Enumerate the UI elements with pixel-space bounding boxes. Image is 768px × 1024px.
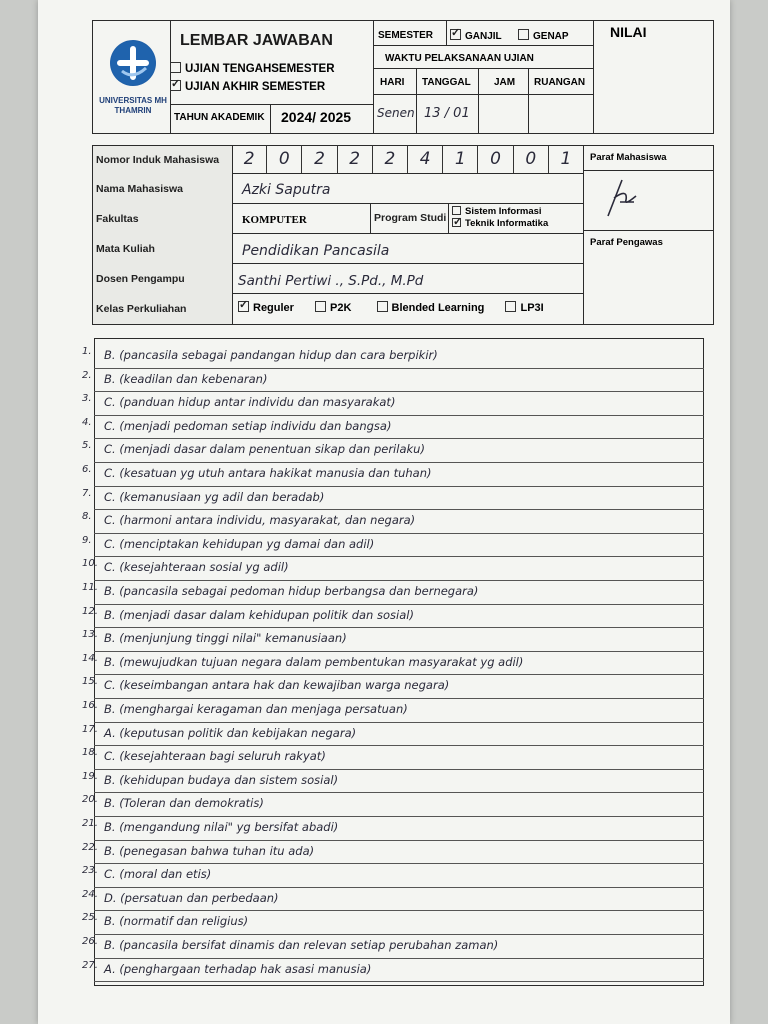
answer-row [82, 580, 704, 605]
answer-text: B. (normatif dan religius) [104, 914, 249, 929]
university-logo-icon [110, 40, 156, 86]
answer-number: 24. [82, 888, 98, 900]
year-value: 2024/ 2025 [281, 109, 352, 125]
answer-row [82, 486, 704, 511]
answer-number: 6. [82, 464, 92, 475]
semester-odd-checkbox [450, 29, 461, 40]
answer-text: B. (keadilan dan kebenaran) [104, 371, 268, 386]
answer-text: A. (penghargaan terhadap hak asasi manusia) [104, 961, 372, 976]
nim-digits [232, 145, 583, 173]
time-label: JAM [494, 77, 516, 88]
answer-text: B. (Toleran dan demokratis) [104, 796, 264, 811]
answer-row [82, 887, 704, 912]
answer-row [82, 344, 704, 369]
answer-text: D. (persatuan dan perbedaan) [104, 890, 279, 905]
answer-text: B. (mewujudkan tujuan negara dalam pembentukan masyarakat yg adil) [104, 654, 524, 669]
answer-row [82, 674, 704, 699]
program-label: Program Studi [374, 212, 447, 224]
answer-text: C. (kemanusiaan yg adil dan beradab) [104, 489, 325, 504]
answer-number: 4. [82, 416, 92, 428]
semester-odd-option: ✓ GANJIL [450, 29, 502, 42]
class-p2k-option: P2K [315, 302, 351, 314]
answer-text: C. (kesejahteraan bagi seluruh rakyat) [104, 749, 326, 764]
answer-text: B. (menghargai keragaman dan menjaga persatuan) [104, 702, 408, 716]
answer-number: 18. [82, 747, 98, 759]
nim-digit: 2 [338, 145, 373, 173]
answer-text: C. (kesejahteraan sosial yg adil) [104, 560, 289, 575]
nim-digit: 4 [408, 145, 443, 173]
program-ti-option: ✓Teknik Informatika [452, 218, 548, 229]
answer-number: 3. [82, 393, 92, 405]
answer-number: 7. [82, 487, 92, 499]
sign-supervisor-label: Paraf Pengawas [590, 237, 663, 248]
answer-number: 21. [82, 818, 98, 829]
class-lp3i-option: LP3I [505, 302, 543, 314]
answer-number: 9. [82, 534, 92, 546]
program-ti-checkbox [452, 218, 461, 227]
answer-row [82, 651, 704, 676]
answer-text: B. (mengandung nilai" yg bersifat abadi) [104, 820, 339, 834]
answer-number: 1. [82, 346, 92, 357]
answer-row [82, 368, 704, 393]
day-label: HARI [380, 77, 405, 88]
answer-row [82, 438, 704, 463]
program-si-checkbox [452, 206, 461, 215]
answer-number: 11. [82, 582, 98, 593]
name-label: Nama Mahasiswa [96, 183, 183, 195]
answer-number: 13. [82, 629, 98, 641]
answer-number: 19. [82, 770, 98, 782]
date-label: TANGGAL [422, 77, 471, 88]
answer-text: C. (kesatuan yg utuh antara hakikat manusia dan tuhan) [104, 466, 432, 480]
answer-number: 5. [82, 440, 92, 452]
answer-row [82, 556, 704, 581]
answer-text: C. (panduan hidup antar individu dan masyarakat) [104, 395, 396, 410]
class-blended-option: Blended Learning [377, 302, 485, 314]
sign-student-label: Paraf Mahasiswa [590, 152, 667, 163]
answer-row [82, 934, 704, 959]
answer-number: 14. [82, 652, 98, 664]
answer-row [82, 627, 704, 652]
class-options [238, 301, 544, 314]
answer-text: B. (menjunjung tinggi nilai" kemanusiaan) [104, 631, 347, 646]
nim-digit: 0 [478, 145, 513, 173]
answer-number: 10. [82, 558, 98, 570]
nim-label: Nomor Induk Mahasiswa [96, 154, 220, 166]
schedule-label: WAKTU PELAKSANAAN UJIAN [385, 53, 534, 64]
exam-mid-option: UJIAN TENGAHSEMESTER [170, 62, 335, 75]
answer-text: B. (pancasila sebagai pedoman hidup berbangsa dan bernegara) [104, 584, 479, 598]
nim-digit: 2 [232, 145, 267, 173]
answer-number: 16. [82, 700, 98, 711]
nim-digit: 2 [373, 145, 408, 173]
answer-text: C. (moral dan etis) [104, 867, 212, 882]
nim-digit: 1 [443, 145, 478, 173]
answer-text: A. (keputusan politik dan kebijakan negara) [104, 725, 357, 740]
answer-row [82, 533, 704, 558]
answer-number: 23. [82, 865, 98, 877]
answer-row [82, 792, 704, 817]
answer-text: C. (menciptakan kehidupan yg damai dan adil) [104, 536, 375, 551]
answer-text: C. (menjadi pedoman setiap individu dan bangsa) [104, 418, 392, 433]
faculty-value: KOMPUTER [242, 214, 307, 226]
answer-number: 2. [82, 369, 92, 381]
answer-number: 8. [82, 511, 92, 523]
nim-digit: 0 [267, 145, 302, 173]
university-name: UNIVERSITAS MH THAMRIN [99, 96, 167, 115]
answer-row [82, 863, 704, 888]
class-p2k-checkbox [315, 301, 326, 312]
answer-text: C. (keseimbangan antara hak dan kewajiban warga negara) [104, 678, 450, 693]
answer-number: 25. [82, 912, 98, 924]
class-lp3i-checkbox [505, 301, 516, 312]
answer-text: B. (menjadi dasar dalam kehidupan politik dan sosial) [104, 607, 414, 622]
answer-text: C. (menjadi dasar dalam penentuan sikap dan perilaku) [104, 442, 425, 457]
day-value: Senen [377, 106, 415, 120]
answer-number: 15. [82, 676, 98, 688]
label-column [93, 146, 232, 324]
exam-mid-checkbox [170, 62, 181, 73]
answer-number: 20. [82, 794, 98, 806]
answer-row [82, 958, 704, 983]
answer-row [82, 840, 704, 865]
program-si-option: Sistem Informasi [452, 206, 542, 217]
class-reguler-checkbox [238, 301, 249, 312]
answer-number: 26. [82, 936, 98, 947]
answer-row [82, 816, 704, 841]
answer-number: 12. [82, 605, 98, 617]
course-value: Pendidikan Pancasila [242, 243, 390, 259]
year-label: TAHUN AKADEMIK [174, 112, 265, 123]
date-value: 13 / 01 [424, 106, 470, 121]
answer-sheet [38, 0, 730, 1024]
room-label: RUANGAN [534, 77, 586, 88]
course-label: Mata Kuliah [96, 243, 155, 255]
nim-digit: 2 [302, 145, 337, 173]
student-signature [598, 172, 648, 222]
answer-row [82, 604, 704, 629]
grade-label: NILAI [610, 24, 647, 40]
lecturer-value: Santhi Pertiwi ., S.Pd., M.Pd [238, 273, 424, 289]
exam-final-option: ✓UJIAN AKHIR SEMESTER [170, 80, 325, 93]
answer-row [82, 462, 704, 487]
name-value: Azki Saputra [242, 182, 331, 198]
answer-text: B. (penegasan bahwa tuhan itu ada) [104, 843, 315, 858]
class-label: Kelas Perkuliahan [96, 303, 187, 315]
faculty-label: Fakultas [96, 213, 139, 225]
class-reguler-option: ✓Reguler [238, 302, 294, 314]
answer-row [82, 415, 704, 440]
exam-final-checkbox [170, 80, 181, 91]
answer-row [82, 769, 704, 794]
answer-number: 27. [82, 959, 98, 971]
answer-row [82, 910, 704, 935]
semester-even-option: GENAP [518, 29, 569, 42]
answer-row [82, 698, 704, 723]
answer-text: B. (pancasila bersifat dinamis dan relevan setiap perubahan zaman) [104, 938, 499, 952]
answer-row [82, 722, 704, 747]
lecturer-label: Dosen Pengampu [96, 273, 185, 285]
answer-number: 22. [82, 841, 98, 853]
answer-row [82, 745, 704, 770]
sheet-title: LEMBAR JAWABAN [180, 32, 333, 49]
answer-number: 17. [82, 723, 98, 735]
answer-row [82, 391, 704, 416]
answer-text: B. (kehidupan budaya dan sistem sosial) [104, 772, 339, 787]
answer-text: B. (pancasila sebagai pandangan hidup dan cara berpikir) [104, 348, 438, 362]
answer-text: C. (harmoni antara individu, masyarakat, dan negara) [104, 513, 416, 528]
semester-label: SEMESTER [378, 30, 434, 41]
answer-row [82, 509, 704, 534]
class-blended-checkbox [377, 301, 388, 312]
nim-digit: 0 [514, 145, 549, 173]
nim-digit: 1 [560, 149, 572, 169]
semester-even-checkbox [518, 29, 529, 40]
